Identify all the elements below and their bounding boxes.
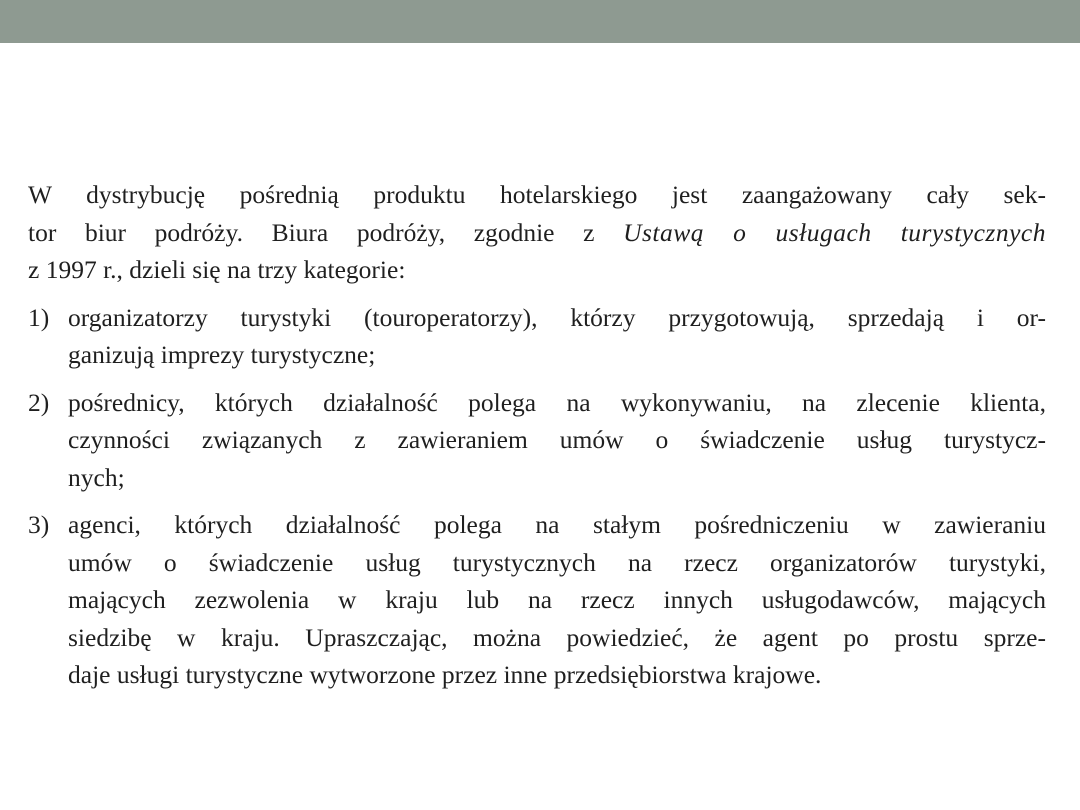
item-line: mających zezwolenia w kraju lub na rzecz innych usługodawców, mających (68, 585, 1046, 614)
item-line: agenci, których działalność polega na stałym pośredniczeniu w zawieraniu (68, 510, 1046, 539)
intro-line: z 1997 r., dzieli się na trzy kategorie: (28, 255, 406, 284)
list-item (28, 384, 1046, 497)
intro-text: tor biur podróży. Biura podróży, zgodnie z (28, 217, 624, 247)
item-line: umów o świadczenie usług turystycznych na rzecz organizatorów turystyki, (68, 547, 1046, 577)
item-line: organizatorzy turystyki (touroperatorzy), którzy przygotowują, sprzedają i or- (68, 302, 1046, 332)
item-line: ganizują imprezy turystyczne; (68, 340, 376, 369)
top-bar (0, 0, 1080, 43)
act-title: Ustawą o usługach turystycznych (623, 217, 1046, 247)
document-body (28, 176, 1046, 704)
intro-line (28, 214, 1046, 252)
item-line: nych; (68, 462, 125, 492)
intro-paragraph (28, 176, 1046, 289)
intro-line: W dystrybucję pośrednią produktu hotelarskiego jest zaangażowany cały sek- (28, 180, 1046, 209)
list-item (28, 506, 1046, 694)
item-line: pośrednicy, których działalność polega na wykonywaniu, na zlecenie klienta, (68, 387, 1046, 417)
item-number: 3) (28, 510, 50, 539)
item-line: daje usługi turystyczne wytworzone przez inne przedsiębiorstwa krajowe. (68, 660, 822, 689)
item-number: 1) (28, 302, 50, 332)
item-line: czynności związanych z zawieraniem umów o świadczenie usług turystycz- (68, 425, 1046, 454)
category-list (28, 299, 1046, 694)
item-number: 2) (28, 387, 50, 417)
item-line: siedzibę w kraju. Upraszczając, można powiedzieć, że agent po prostu sprze- (68, 622, 1046, 652)
list-item (28, 299, 1046, 374)
